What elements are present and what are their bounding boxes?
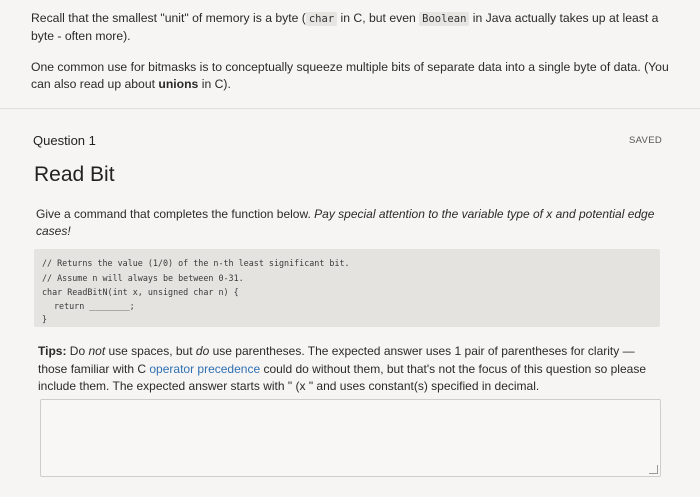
code-block — [34, 249, 660, 327]
prompt-emphasis: Pay special attention to the variable type of x and potential edge cases! — [36, 207, 655, 238]
tips-paragraph — [38, 343, 658, 396]
code-line: } — [42, 314, 48, 324]
tips-label: Tips: — [38, 344, 67, 358]
question-number: Question 1 — [33, 133, 96, 148]
intro-paragraph-2 — [31, 59, 671, 93]
bold-unions: unions — [158, 77, 199, 91]
tips-emphasis: do — [195, 344, 210, 358]
prompt-text: Give a command that completes the function below. — [36, 207, 315, 221]
code-line: // Returns the value (1/0) of the n-th least significant bit. — [42, 258, 350, 268]
code-line: char ReadBitN(int x, unsigned char n) { — [42, 287, 239, 297]
intro-text: Recall that the smallest "unit" of memory is a byte ( — [31, 11, 306, 25]
section-divider — [0, 108, 700, 109]
intro-text: One common use for bitmasks is to conceptually squeeze multiple bits of separate data into a single byte of data. (You can also read up about — [31, 60, 669, 91]
resize-grip-icon[interactable] — [649, 465, 658, 474]
tips-text: could do without them, but that's not the focus of this question so please include them. The expected answer starts with " (x " and uses constant(s) specified in decimal. — [38, 361, 646, 393]
tips-text: use spaces, but — [105, 344, 196, 358]
question-prompt — [36, 206, 666, 240]
intro-text: in C). — [198, 77, 231, 91]
intro-text: in C, but even — [337, 11, 420, 25]
tips-emphasis: not — [88, 344, 106, 358]
code-line: return ________; — [54, 301, 135, 311]
answer-textarea[interactable] — [40, 399, 661, 477]
operator-precedence-link[interactable]: operator precedence — [149, 361, 261, 376]
tips-text: use parentheses. The expected answer uses 1 pair of parentheses for clarity — those familiar with C — [38, 344, 635, 376]
question-title: Read Bit — [34, 163, 115, 186]
intro-panel — [0, 0, 700, 108]
intro-paragraph-1 — [31, 10, 671, 45]
inline-code-boolean: Boolean — [419, 12, 469, 26]
inline-code-char: char — [306, 12, 337, 26]
tips-text: Do — [66, 344, 89, 358]
code-line: // Assume n will always be between 0-31. — [42, 273, 244, 283]
intro-text: in Java actually takes up at least a byte - often more). — [31, 11, 659, 43]
saved-status: SAVED — [628, 135, 662, 146]
